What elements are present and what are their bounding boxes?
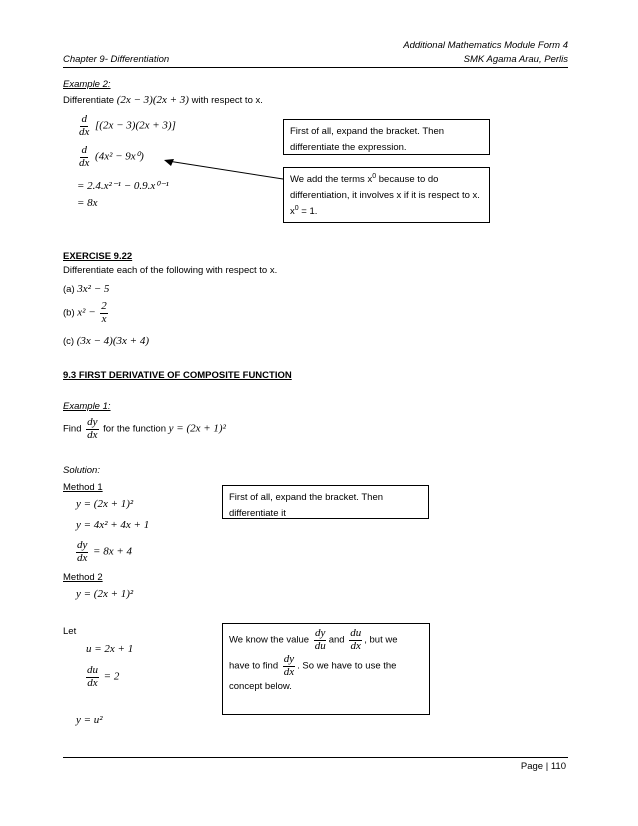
- dy-dx-fraction: $\frac{dy}{dx}$: [87, 416, 98, 441]
- example2-step2: [76, 145, 144, 169]
- exercise-item-a: [63, 283, 109, 295]
- exercise-b-expr: x² −: [77, 306, 96, 319]
- m1-line2: y = 4x² + 4x + 1: [76, 519, 150, 531]
- du-dx-eq: = 2: [103, 670, 120, 683]
- chapter-title: Chapter 9- Differentiation: [63, 54, 170, 65]
- note-method1-text: First of all, expand the bracket. Then differentiate it: [229, 492, 384, 519]
- note-x0-text-c: = 1.: [298, 206, 318, 217]
- d-dx-fraction: $\frac{d}{dx}$: [79, 113, 90, 138]
- du-dx-fraction: $\frac{du}{dx}$: [350, 627, 362, 652]
- example2-prompt-pre: Differentiate: [63, 95, 115, 106]
- header-rule: [63, 67, 568, 68]
- section-heading: 9.3 FIRST DERIVATIVE OF COMPOSITE FUNCTION: [63, 370, 292, 381]
- module-title: Additional Mathematics Module Form 4: [403, 40, 568, 51]
- note-chain-box: [222, 623, 430, 715]
- example1-fn-expr: y = (2x + 1)²: [168, 422, 226, 435]
- exercise-item-b: [63, 301, 110, 325]
- note-method1-box: [222, 485, 429, 519]
- exercise-a-label: (a): [63, 284, 75, 295]
- method1-heading: Method 1: [63, 482, 103, 493]
- step1-expr: [(2x − 3)(2x + 3)]: [95, 119, 176, 132]
- m1-line3-expr: = 8x + 4: [93, 545, 133, 558]
- du-dx-fraction: $\frac{du}{dx}$: [87, 664, 98, 689]
- d-dx-fraction: $\frac{d}{dx}$: [79, 144, 90, 169]
- note-expand-text: First of all, expand the bracket. Then differentiate the expression.: [290, 126, 445, 153]
- method2-heading: Method 2: [63, 572, 103, 583]
- m1-line3: [74, 540, 132, 564]
- dy-du-fraction: $\frac{dy}{du}$: [314, 627, 326, 652]
- exercise-b-fraction: $\frac{2}{x}$: [101, 300, 107, 325]
- note-x0-text-a: We add the terms x: [290, 174, 373, 185]
- example1-for-fn: for the function: [103, 423, 167, 435]
- m2-line1: y = (2x + 1)²: [76, 588, 134, 600]
- example2-prompt: [63, 94, 263, 106]
- note-x0-sup2: 0: [294, 204, 299, 212]
- example2-step1: [76, 114, 176, 138]
- arrow-icon: [158, 155, 288, 185]
- example2-step3: = 2.4.x²⁻¹ − 0.9.x⁰⁻¹: [77, 180, 169, 192]
- exercise-b-label: (b): [63, 307, 75, 319]
- solution-heading: Solution:: [63, 465, 100, 476]
- y-u-line: y = u²: [76, 714, 103, 726]
- example2-prompt-expr: (2x − 3)(2x + 3): [116, 94, 189, 106]
- note-x0-sup: 0: [372, 172, 377, 180]
- footer-rule: [63, 757, 568, 758]
- example1-heading: Example 1:: [63, 401, 111, 412]
- example2-step4: = 8x: [77, 197, 98, 209]
- page-number: Page | 110: [520, 761, 566, 772]
- exercise-c-label: (c): [63, 336, 75, 347]
- note-x0-box: [283, 167, 490, 223]
- example2-prompt-post: with respect to x.: [191, 95, 263, 106]
- note-x0-text-b: because to do differentiation, it involves x if it is respect to x. x: [290, 174, 480, 217]
- u-line: u = 2x + 1: [86, 643, 134, 655]
- m1-line1: y = (2x + 1)²: [76, 498, 134, 510]
- note-expand-box: [283, 119, 490, 155]
- let-label: Let: [63, 626, 77, 637]
- exercise-heading: EXERCISE 9.22: [63, 251, 133, 262]
- step2-expr: (4x² − 9x⁰): [95, 150, 144, 163]
- exercise-a-expr: 3x² − 5: [77, 283, 110, 295]
- exercise-item-c: [63, 335, 149, 347]
- school-name: SMK Agama Arau, Perlis: [463, 54, 568, 65]
- example1-prompt: [63, 417, 226, 441]
- exercise-c-expr: (3x − 4)(3x + 4): [76, 335, 149, 347]
- note-chain-row2: have to find $\frac{dy}{dx}$ . So we have to use the: [229, 653, 397, 678]
- dy-dx-fraction: $\frac{dy}{dx}$: [283, 653, 295, 678]
- exercise-prompt: Differentiate each of the following with respect to x.: [63, 265, 278, 276]
- du-dx-line: [84, 665, 119, 689]
- dy-dx-fraction: $\frac{dy}{dx}$: [77, 539, 88, 564]
- note-chain-row3: concept below.: [229, 681, 292, 693]
- note-chain-row1: We know the value $\frac{dy}{du}$ and $\frac{du}{dx}$ , but we: [229, 627, 398, 652]
- example2-heading: Example 2:: [63, 79, 111, 90]
- example1-find: Find: [63, 423, 82, 435]
